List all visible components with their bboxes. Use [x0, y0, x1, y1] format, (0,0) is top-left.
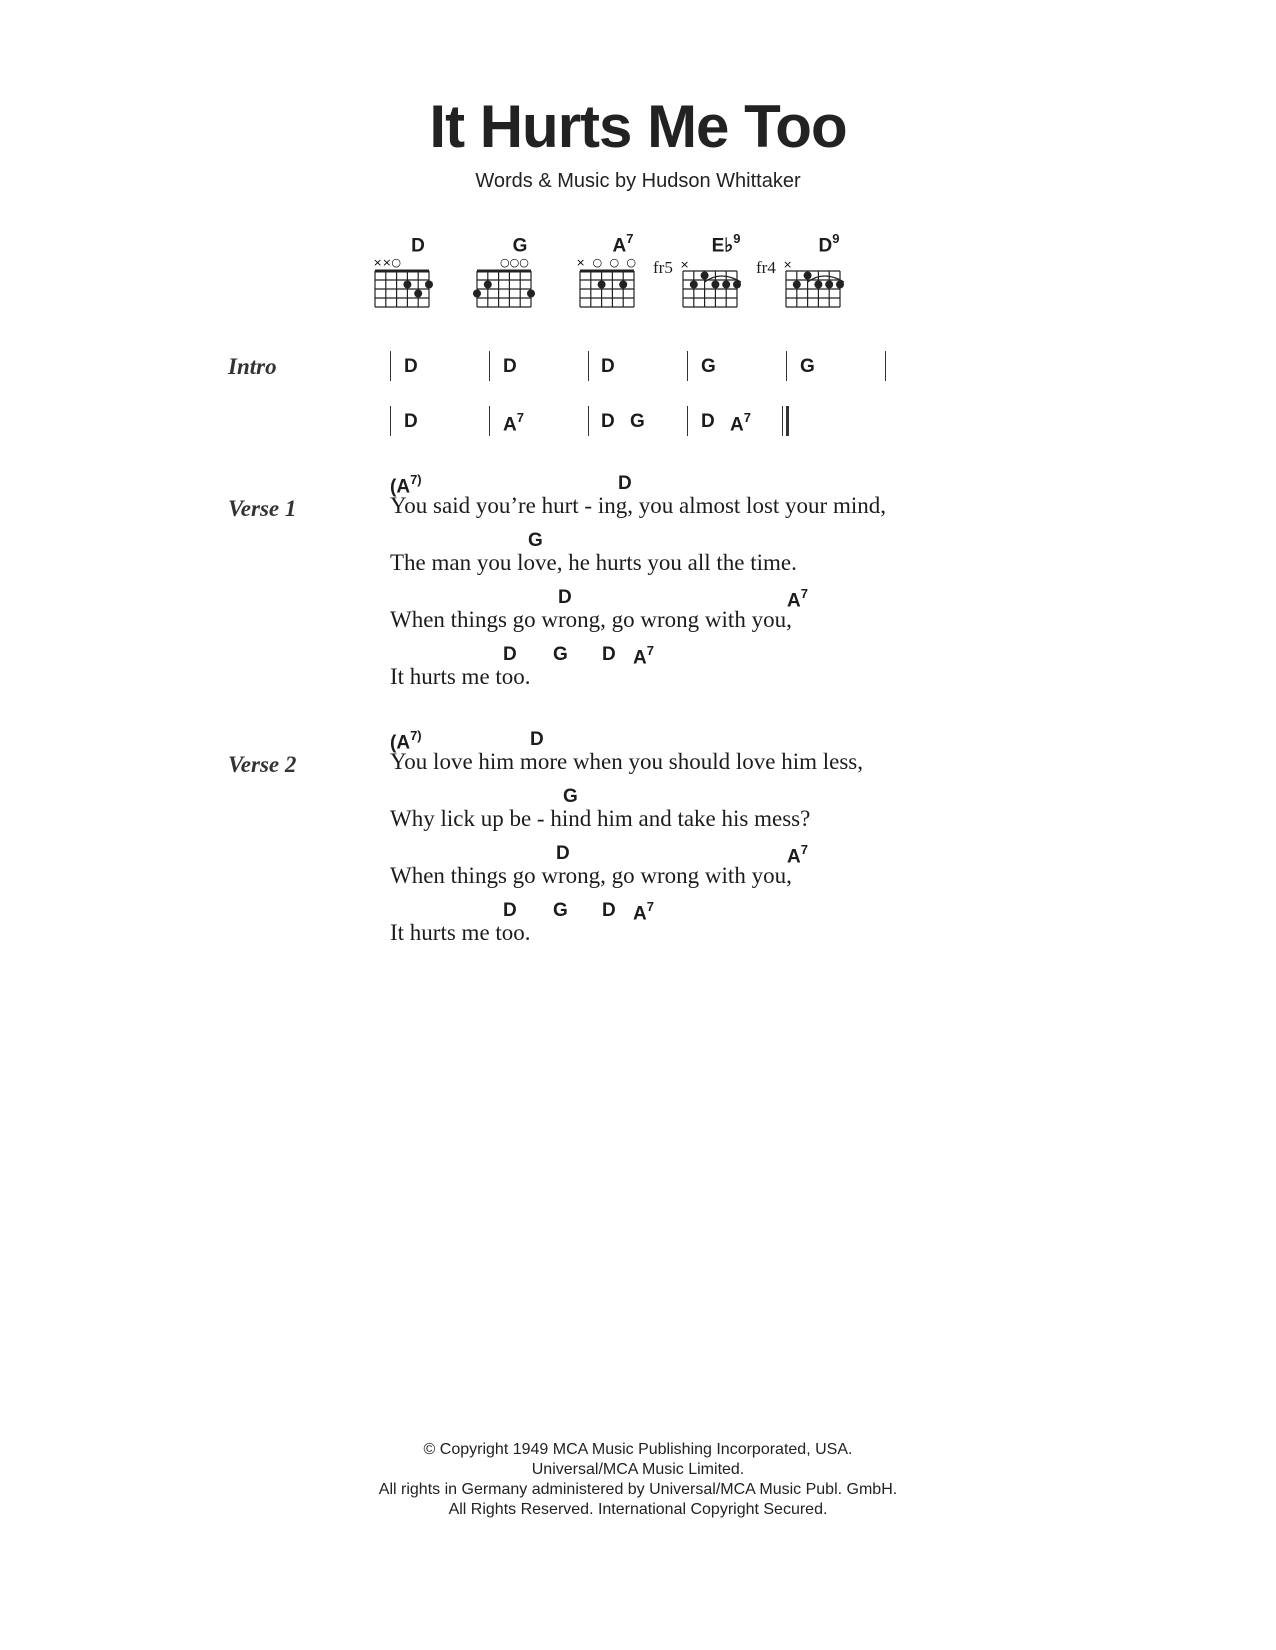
- chord: G: [553, 644, 568, 665]
- chord-diagram-d9: [756, 231, 874, 314]
- barline: [588, 406, 589, 436]
- bar-chord: G: [701, 356, 716, 377]
- chord-ext: 7: [646, 643, 654, 658]
- lyric-line: [390, 530, 1090, 586]
- section-label-intro: Intro: [228, 354, 277, 379]
- bar-chord: D: [601, 411, 615, 432]
- lyric: You love him more when you should love him less,: [390, 749, 863, 774]
- barline: [588, 351, 589, 381]
- bar-chord: [730, 411, 751, 436]
- song-title: It Hurts Me Too: [429, 93, 847, 160]
- lyric-line: [390, 587, 1090, 643]
- bar-chord: G: [800, 356, 815, 377]
- barline: [687, 351, 688, 381]
- chord-diagram-g: [475, 232, 565, 314]
- chord-name: D: [818, 235, 833, 257]
- final-barline-thick: [786, 406, 789, 436]
- chord-root: A: [633, 647, 647, 669]
- barline: [786, 351, 787, 381]
- bar-chord: D: [503, 356, 517, 377]
- chord-root: (A: [390, 476, 411, 498]
- barline: [687, 406, 688, 436]
- lyric: It hurts me too.: [390, 664, 531, 689]
- string-markers: × ○ ○ ○: [576, 256, 636, 269]
- bar-chord: D: [601, 356, 615, 377]
- chord-ext: 7): [410, 472, 422, 487]
- chord-name: D: [411, 235, 425, 257]
- chord: G: [563, 786, 578, 807]
- chord: [633, 900, 654, 925]
- lyric-line: [390, 843, 1090, 899]
- bar-chord: D: [701, 411, 715, 432]
- chord-root: (A: [390, 732, 411, 754]
- lyric: When things go wrong, go wrong with you,: [390, 607, 792, 632]
- credits: Words & Music by Hudson Whittaker: [475, 170, 801, 192]
- lyric-line: [390, 729, 1090, 785]
- chord: [633, 644, 654, 669]
- fret-label: fr5: [653, 258, 673, 277]
- barline: [489, 406, 490, 436]
- chord: D: [556, 843, 570, 864]
- lyric-line: [390, 473, 1090, 529]
- chord: D: [503, 644, 517, 665]
- barline: [390, 351, 391, 381]
- copyright-notice: [0, 1440, 1276, 1520]
- lyric: The man you love, he hurts you all the time.: [390, 550, 797, 575]
- intro-bars-row-2: [390, 406, 790, 436]
- chord-ext: 7: [743, 410, 751, 425]
- chord-root: A: [787, 590, 801, 612]
- copyright-line: © Copyright 1949 MCA Music Publishing Incorporated, USA.: [423, 1441, 853, 1458]
- lyric-line: [390, 644, 1090, 700]
- barline: [489, 351, 490, 381]
- chord-grid: [475, 254, 565, 314]
- chord: D: [558, 587, 572, 608]
- chord-ext: 7): [410, 728, 422, 743]
- chord-grid: [373, 254, 463, 314]
- chord-root: A: [503, 414, 517, 436]
- string-markers: ×: [680, 258, 690, 271]
- bar-chord: D: [404, 356, 418, 377]
- chord: D: [530, 729, 544, 750]
- lyric-line: [390, 900, 1090, 956]
- chord-ext: 7: [800, 586, 808, 601]
- final-barline: [782, 406, 783, 436]
- chord-ext: 7: [646, 899, 654, 914]
- string-markers: ○○○: [500, 256, 529, 269]
- chord-diagram-d: [373, 232, 463, 314]
- chord: D: [503, 900, 517, 921]
- string-markers: ×: [783, 258, 793, 271]
- copyright-line: All Rights Reserved. International Copyright Secured.: [448, 1501, 828, 1518]
- lyric: You said you’re hurt - ing, you almost lost your mind,: [390, 493, 886, 518]
- bar-chord: D: [404, 411, 418, 432]
- chord: G: [528, 530, 543, 551]
- chord-ext: 7: [516, 410, 524, 425]
- chord: G: [553, 900, 568, 921]
- lyric: Why lick up be - hind him and take his mess?: [390, 806, 811, 831]
- lyric: It hurts me too.: [390, 920, 531, 945]
- chord-ext: 7: [800, 842, 808, 857]
- chord-root: A: [787, 846, 801, 868]
- chord-root: A: [730, 414, 744, 436]
- section-label-verse-2: Verse 2: [228, 752, 297, 777]
- barline: [885, 351, 886, 381]
- copyright-line: Universal/MCA Music Limited.: [531, 1461, 745, 1478]
- section-label-verse-1: Verse 1: [228, 496, 297, 521]
- lyric: When things go wrong, go wrong with you,: [390, 863, 792, 888]
- bar-chord: [503, 411, 524, 436]
- barline: [390, 406, 391, 436]
- fret-label: fr4: [756, 258, 776, 277]
- intro-bars-row-1: [390, 351, 890, 381]
- chord-ext: 7: [626, 231, 634, 246]
- chord-name: E♭: [711, 235, 734, 257]
- string-markers: ××○: [373, 256, 402, 269]
- lyric-line: [390, 786, 1090, 842]
- copyright-line: All rights in Germany administered by Universal/MCA Music Publ. GmbH.: [378, 1481, 898, 1498]
- chord: D: [602, 900, 616, 921]
- chord-name: G: [512, 235, 528, 257]
- bar-chord: G: [630, 411, 645, 432]
- chord-ext: 9: [832, 231, 840, 246]
- chord: D: [602, 644, 616, 665]
- chord-ext: 9: [733, 231, 741, 246]
- chord-grid: [784, 254, 874, 314]
- chord: D: [618, 473, 632, 494]
- chord-name: A: [612, 235, 627, 257]
- chord-root: A: [633, 903, 647, 925]
